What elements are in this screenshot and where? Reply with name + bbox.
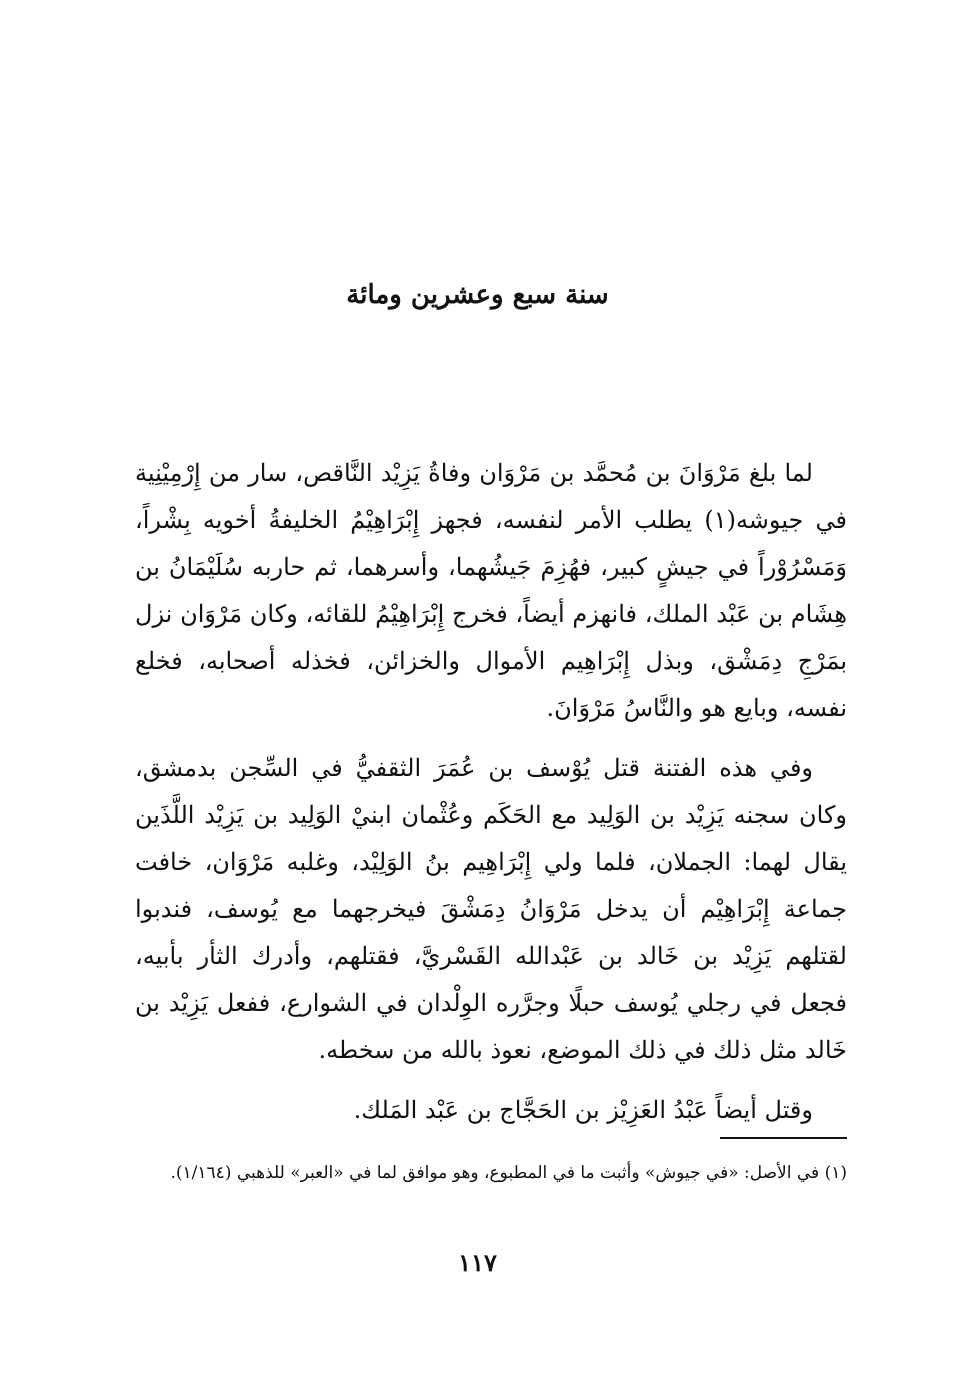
main-text <box>135 450 847 1134</box>
paragraph-2: وفي هذه الفتنة قتل يُوْسف بن عُمَرَ الثقفيُّ في السِّجن بدمشق، وكان سجنه يَزِيْد بن الوَلِيد مع الحَكَم وعُثْمان ابنيْ الوَلِيد بن يَزِيْد اللَّذَين يقال لهما: الجملان، فلما ولي إِبْرَاهِيم بنُ الوَلِيْد، وغلبه مَرْوَان، خافت جماعة إِبْرَاهِيْم أن يدخل مَرْوَانُ دِمَشْقَ فيخرجهما مع يُوسف، فندبوا لقتلهم يَزِيْد بن خَالد بن عَبْدالله القَسْريَّ، فقتلهم، وأدرك الثأر بأبيه، فجعل في رجلي يُوسف حبلًا وجرَّره الوِلْدان في الشوارع، ففعل يَزِيْد بن خَالد مثل ذلك في ذلك الموضع، نعوذ بالله من سخطه. <box>135 754 847 1064</box>
footnote: (١) في الأصل: «في جيوش» وأثبت ما في المطبوع، وهو موافق لما في «العبر» للذهبي (١/١٦٤). <box>170 1163 847 1183</box>
paragraph-1: لما بلغ مَرْوَانَ بن مُحمَّد بن مَرْوَان وفاةُ يَزِيْد النَّاقص، سار من إِرْمِيْنِية في جيوشه(١) يطلب الأمر لنفسه، فجهز إِبْرَاهِيْمُ الخليفةُ أخويه بِشْراً، وَمَسْرُوْراً في جيشٍ كبير، فهُزِمَ جَيشُهما، وأسرهما، ثم حاربه سُلَيْمَانُ بن هِشَام بن عَبْد الملك، فانهزم أيضاً، فخرج إِبْرَاهِيْمُ للقائه، وكان مَرْوَان نزل بمَرْجِ دِمَشْق، وبذل إِبْرَاهِيم الأموال والخزائن، فخذله أصحابه، فخلع نفسه، وبايع هو والنَّاسُ مَرْوَانَ. <box>135 459 847 722</box>
page-number: ١١٧ <box>458 1248 497 1277</box>
chapter-title: سنة سبع وعشرين ومائة <box>346 280 609 310</box>
footnote-separator <box>720 1137 847 1139</box>
paragraph-3: وقتل أيضاً عَبْدُ العَزِيْز بن الحَجَّاج بن عَبْد المَلك. <box>353 1096 813 1124</box>
